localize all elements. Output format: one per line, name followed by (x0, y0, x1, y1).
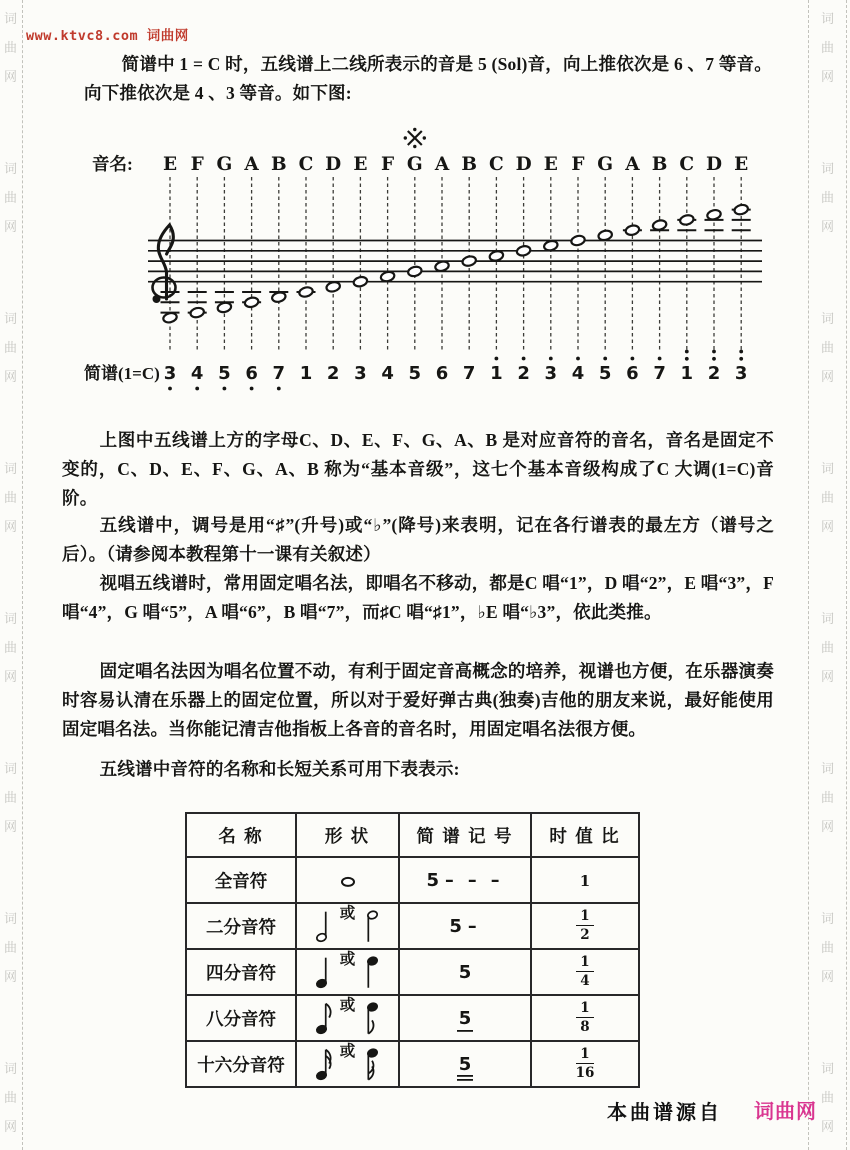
whole-note (326, 281, 341, 293)
staff-notation-diagram (0, 0, 850, 420)
svg-text:1: 1 (490, 363, 503, 384)
watermark-text: 曲 (821, 1090, 835, 1105)
whole-note (679, 214, 694, 226)
svg-text:2: 2 (326, 363, 340, 384)
note-shape-cell (296, 1041, 399, 1087)
svg-text:G: G (216, 154, 233, 175)
svg-text:E: E (734, 154, 749, 175)
svg-text:3: 3 (544, 363, 558, 384)
whole-note (244, 296, 259, 308)
watermark-text: 词 (821, 611, 835, 626)
note-duration-table (185, 812, 640, 1088)
svg-text:3: 3 (354, 363, 367, 384)
note-name-cell: 二分音符 (186, 903, 296, 949)
watermark-text: 词 (821, 161, 835, 176)
watermark-text: 曲 (821, 490, 835, 505)
svg-text:B: B (270, 154, 287, 175)
svg-text:6: 6 (626, 363, 639, 384)
svg-text:A: A (625, 154, 640, 175)
svg-text:D: D (325, 154, 342, 175)
watermark-text: 词 (821, 311, 835, 326)
watermark-text: 网 (4, 669, 18, 684)
reference-mark (404, 128, 426, 148)
svg-text:B: B (651, 154, 668, 175)
note-name-cell: 八分音符 (186, 995, 296, 1041)
watermark-text: 网 (821, 219, 835, 234)
watermark-text: 网 (821, 669, 835, 684)
watermark-text: 曲 (821, 340, 835, 355)
whole-note (625, 224, 640, 236)
svg-text:3: 3 (734, 363, 748, 384)
table-row (186, 949, 639, 995)
svg-text:C: C (298, 154, 314, 175)
watermark-text: 网 (4, 819, 18, 834)
whole-note (598, 229, 613, 241)
watermark-text: 词 (821, 1061, 835, 1076)
sixteenth-down-note-icon (361, 1043, 385, 1085)
note-names-row (163, 154, 748, 175)
note-name-cell: 十六分音符 (186, 1041, 296, 1087)
quarter-up-note-icon (310, 951, 334, 993)
whole-note (489, 250, 504, 262)
jianpu-row-label: 简谱(1=C) (84, 364, 160, 383)
footer-source-text: 本曲谱源自 (607, 1102, 722, 1124)
watermark-text: 曲 (4, 190, 18, 205)
watermark-text: 网 (821, 969, 835, 984)
table-row (186, 857, 639, 903)
svg-text:2: 2 (707, 363, 721, 384)
whole-note (734, 204, 749, 216)
site-url-link[interactable]: www.ktvc8.com 词曲网 (26, 28, 189, 44)
jianpu-symbol-cell: 5 (399, 1041, 531, 1087)
whole-note-icon (336, 859, 360, 901)
jianpu-symbol-cell: 5 (399, 949, 531, 995)
table-row (186, 1041, 639, 1087)
footer-site-link[interactable]: 词曲网 (754, 1101, 817, 1123)
watermark-text: 词 (4, 161, 18, 176)
watermark-text: 网 (821, 1119, 835, 1134)
svg-text:E: E (543, 154, 558, 175)
watermark-text: 曲 (4, 940, 18, 955)
whole-note (462, 255, 477, 267)
watermark-text: 曲 (821, 940, 835, 955)
watermark-text: 曲 (4, 640, 18, 655)
svg-text:5: 5 (408, 363, 422, 384)
watermark-text: 词 (4, 761, 18, 776)
whole-note (516, 245, 531, 257)
svg-text:F: F (190, 154, 204, 175)
paragraph-table-intro: 五线谱中音符的名称和长短关系可用下表表示: (99, 759, 460, 779)
half-down-note-icon (361, 905, 385, 947)
svg-text:A: A (244, 154, 259, 175)
svg-text:C: C (489, 154, 504, 175)
svg-text:4: 4 (571, 363, 585, 384)
or-joiner-text: 或 (339, 951, 356, 969)
svg-text:5: 5 (218, 363, 231, 384)
svg-text:G: G (406, 154, 423, 175)
whole-notes-row (161, 204, 751, 324)
svg-text:3: 3 (163, 363, 177, 384)
whole-note (190, 307, 205, 319)
paragraph-key-signature: 五线谱中，调号是用“♯”(升号)或“♭”(降号)来表明，记在各行谱表的最左方（谱号之后）。（请参阅本教程第十一课有关叙述） (62, 515, 774, 564)
svg-text:F: F (381, 154, 395, 175)
svg-text:B: B (461, 154, 478, 175)
ratio-cell: $\frac{1}{2}$ (531, 903, 639, 949)
table-column-header: 时 值 比 (531, 813, 639, 857)
paragraph-intro: 简谱中 1 = C 时，五线谱上二线所表示的音是 5 (Sol)音，向上推依次是 6 、7 等音。向下推依次是 4 、3 等音。如下图: (84, 54, 772, 103)
whole-note (380, 271, 395, 283)
paragraph-fixed-do-benefits: 固定唱名法因为唱名位置不动，有利于固定音高概念的培养，视谱也方便，在乐器演奏时容易认清在乐器上的固定位置，所以对于爱好弹古典(独奏)吉他的朋友来说，最好能使用固定唱名法。当你能记清吉他指板上各音的音名时，用固定唱名法很方便。 (62, 661, 774, 739)
table-header-row (186, 813, 639, 857)
note-name-cell: 四分音符 (186, 949, 296, 995)
watermark-text: 网 (4, 519, 18, 534)
svg-text:C: C (679, 154, 695, 175)
jianpu-numbers-row (164, 350, 748, 391)
svg-text:7: 7 (462, 363, 476, 384)
watermark-text: 曲 (4, 1090, 18, 1105)
whole-note (353, 276, 368, 288)
watermark-text: 曲 (4, 790, 18, 805)
ratio-cell: $\frac{1}{16}$ (531, 1041, 639, 1087)
svg-text:1: 1 (680, 363, 694, 384)
quarter-down-note-icon (361, 951, 385, 993)
table-column-header: 名 称 (186, 813, 296, 857)
watermark-text: 词 (821, 911, 835, 926)
note-shape-cell (296, 903, 399, 949)
watermark-text: 网 (821, 519, 835, 534)
whole-note (407, 265, 422, 277)
paragraph-fixed-do: 视唱五线谱时，常用固定唱名法，即唱名不移动，都是C 唱“1”，D 唱“2”，E 唱“3”，F 唱“4”，G 唱“5”，A 唱“6”，B 唱“7”，而♯C 唱“♯1”，♭E 唱“♭3”，依此类推。 (62, 573, 774, 622)
svg-text:7: 7 (653, 363, 666, 384)
watermark-text: 词 (4, 11, 18, 26)
jianpu-symbol-cell: 5 – – – (399, 857, 531, 903)
watermark-text: 曲 (821, 40, 835, 55)
or-joiner-text: 或 (339, 905, 356, 923)
watermark-text: 网 (4, 219, 18, 234)
svg-text:6: 6 (245, 363, 258, 384)
whole-note (298, 286, 313, 298)
svg-text:2: 2 (517, 363, 530, 384)
watermark-text: 网 (4, 1119, 18, 1134)
jianpu-symbol-cell: 5 (399, 995, 531, 1041)
table-column-header: 简 谱 记 号 (399, 813, 531, 857)
watermark-text: 曲 (821, 190, 835, 205)
note-name-cell: 全音符 (186, 857, 296, 903)
table-column-header: 形 状 (296, 813, 399, 857)
watermark-text: 曲 (4, 490, 18, 505)
ratio-cell: 1 (531, 857, 639, 903)
staff-lines (148, 241, 762, 282)
watermark-text: 网 (4, 969, 18, 984)
svg-text:G: G (597, 154, 614, 175)
watermark-text: 词 (4, 311, 18, 326)
svg-text:A: A (434, 154, 450, 175)
sixteenth-up-note-icon (310, 1043, 334, 1085)
svg-text:4: 4 (381, 363, 394, 384)
watermark-text: 曲 (4, 340, 18, 355)
svg-text:6: 6 (435, 363, 449, 384)
note-shape-cell (296, 857, 399, 903)
jianpu-symbol-cell: 5 – (399, 903, 531, 949)
watermark-text: 词 (821, 11, 835, 26)
watermark-text: 词 (821, 461, 835, 476)
watermark-text: 词 (4, 461, 18, 476)
watermark-text: 词 (821, 761, 835, 776)
ratio-cell: $\frac{1}{4}$ (531, 949, 639, 995)
watermark-text: 曲 (821, 790, 835, 805)
paragraph-note-names: 上图中五线谱上方的字母C、D、E、F、G、A、B 是对应音符的音名，音名是固定不变的，C、D、E、F、G、A、B 称为“基本音级”，这七个基本音级构成了C 大调(1=C)音阶。 (62, 430, 774, 508)
eighth-up-note-icon (310, 997, 334, 1039)
eighth-down-note-icon (361, 997, 385, 1039)
watermark-text: 词 (4, 911, 18, 926)
svg-text:D: D (705, 154, 723, 175)
svg-text:E: E (162, 154, 178, 175)
watermark-text: 网 (821, 819, 835, 834)
note-shape-cell (296, 995, 399, 1041)
dashed-connector-lines (170, 177, 741, 350)
watermark-text: 网 (4, 69, 18, 84)
whole-note (543, 240, 558, 252)
table-row (186, 995, 639, 1041)
svg-text:E: E (353, 154, 368, 175)
svg-text:1: 1 (299, 363, 313, 384)
svg-text:D: D (515, 154, 532, 175)
note-shape-cell (296, 949, 399, 995)
svg-text:F: F (571, 154, 585, 175)
watermark-text: 曲 (821, 640, 835, 655)
watermark-text: 词 (4, 1061, 18, 1076)
svg-text:4: 4 (190, 363, 204, 384)
watermark-text: 网 (4, 369, 18, 384)
half-up-note-icon (310, 905, 334, 947)
watermark-text: 词 (4, 611, 18, 626)
or-joiner-text: 或 (339, 1043, 356, 1061)
ratio-cell: $\frac{1}{8}$ (531, 995, 639, 1041)
whole-note (570, 234, 585, 246)
watermark-text: 曲 (4, 40, 18, 55)
svg-text:7: 7 (272, 363, 286, 384)
svg-text:5: 5 (598, 363, 612, 384)
note-names-label: 音名: (92, 154, 133, 174)
or-joiner-text: 或 (339, 997, 356, 1015)
watermark-text: 网 (821, 69, 835, 84)
whole-note (434, 260, 449, 272)
table-row (186, 903, 639, 949)
watermark-text: 网 (821, 369, 835, 384)
